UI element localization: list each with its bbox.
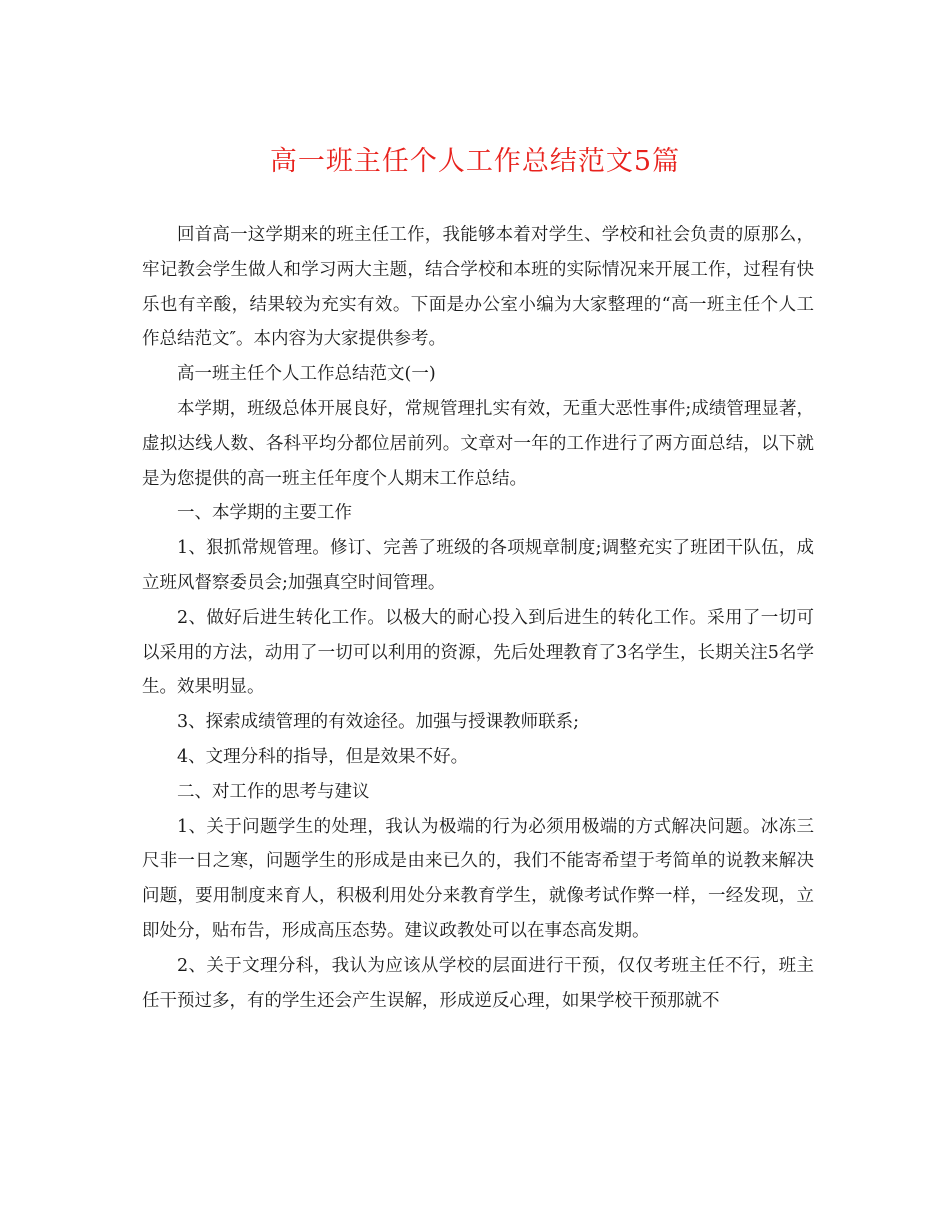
- document-title: 高一班主任个人工作总结范文5篇: [269, 146, 681, 177]
- reflection-item-1: 1、关于问题学生的处理，我认为极端的行为必须用极端的方式解决问题。冰冻三尺非一日之寒，问题学生的形成是由来已久的，我们不能寄希望于考简单的说教来解决问题，要用制度来育人，积极利用处分来教育学生，就像考试作弊一样，一经发现，立即处分，贴布告，形成高压态势。建议政教处可以在事态高发期。: [142, 816, 814, 941]
- reflection-item-2: 2、关于文理分科，我认为应该从学校的层面进行干预，仅仅考班主任不行，班主任干预过多，有的学生还会产生误解，形成逆反心理，如果学校干预那就不: [142, 955, 814, 1011]
- summary-paragraph: 本学期，班级总体开展良好，常规管理扎实有效，无重大恶性事件;成绩管理显著，虚拟达线人数、各科平均分都位居前列。文章对一年的工作进行了两方面总结，以下就是为您提供的高一班主任年度个人期末工作总结。: [142, 398, 814, 489]
- work-item-1: 1、狠抓常规管理。修订、完善了班级的各项规章制度;调整充实了班团干队伍，成立班风督察委员会;加强真空时间管理。: [142, 538, 814, 593]
- document-body: [142, 218, 814, 1018]
- section-heading-main-work: 一、本学期的主要工作: [177, 503, 352, 524]
- work-item-4: 4、文理分科的指导，但是效果不好。: [177, 746, 469, 767]
- intro-paragraph: 回首高一这学期来的班主任工作，我能够本着对学生、学校和社会负责的原那么，牢记教会学生做人和学习两大主题，结合学校和本班的实际情况来开展工作，过程有快乐也有辛酸，结果较为充实有效。下面是办公室小编为大家整理的“高一班主任个人工作总结范文″。本内容为大家提供参考。: [142, 225, 814, 350]
- section-heading-reflection: 二、对工作的思考与建议: [177, 781, 370, 802]
- section-heading-part-one: 高一班主任个人工作总结范文(一): [177, 364, 436, 385]
- work-item-2: 2、做好后进生转化工作。以极大的耐心投入到后进生的转化工作。采用了一切可以采用的方法，动用了一切可以利用的资源，先后处理教育了3名学生，长期关注5名学生。效果明显。: [142, 607, 814, 698]
- work-item-3: 3、探索成绩管理的有效途径。加强与授课教师联系;: [177, 712, 580, 733]
